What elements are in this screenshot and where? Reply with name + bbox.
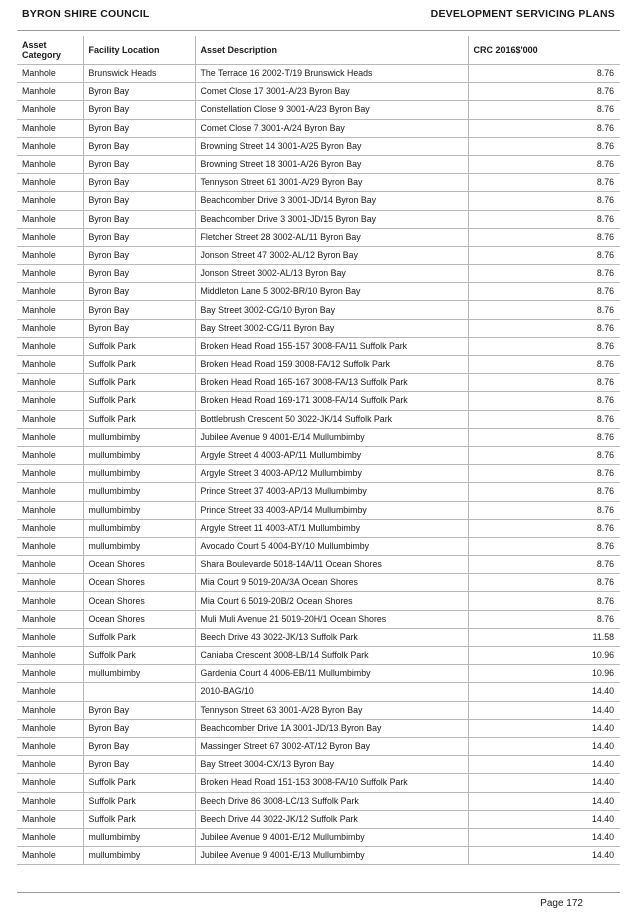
- cell-asset-category: Manhole: [17, 319, 83, 337]
- cell-crc: 8.76: [468, 446, 620, 464]
- cell-asset-category: Manhole: [17, 137, 83, 155]
- cell-facility-location: Ocean Shores: [83, 592, 195, 610]
- cell-asset-description: Browning Street 14 3001-A/25 Byron Bay: [195, 137, 468, 155]
- cell-asset-description: Argyle Street 4 4003-AP/11 Mullumbimby: [195, 446, 468, 464]
- cell-facility-location: mullumbimby: [83, 847, 195, 865]
- column-header-crc: CRC 2016$'000: [468, 36, 620, 65]
- cell-facility-location: Byron Bay: [83, 228, 195, 246]
- cell-asset-description: Broken Head Road 155-157 3008-FA/11 Suffolk Park: [195, 337, 468, 355]
- cell-crc: 8.76: [468, 137, 620, 155]
- cell-crc: 8.76: [468, 246, 620, 264]
- cell-asset-description: Avocado Court 5 4004-BY/10 Mullumbimby: [195, 537, 468, 555]
- cell-facility-location: mullumbimby: [83, 665, 195, 683]
- cell-asset-category: Manhole: [17, 628, 83, 646]
- cell-facility-location: Byron Bay: [83, 155, 195, 173]
- cell-facility-location: mullumbimby: [83, 465, 195, 483]
- table-row: [17, 174, 620, 192]
- table-row: [17, 137, 620, 155]
- cell-asset-description: 2010-BAG/10: [195, 683, 468, 701]
- cell-crc: 8.76: [468, 192, 620, 210]
- cell-asset-description: Argyle Street 11 4003-AT/1 Mullumbimby: [195, 519, 468, 537]
- table-row: [17, 65, 620, 83]
- table-row: [17, 119, 620, 137]
- cell-crc: 8.76: [468, 265, 620, 283]
- cell-asset-description: Gardenia Court 4 4006-EB/11 Mullumbimby: [195, 665, 468, 683]
- cell-asset-description: Beech Drive 43 3022-JK/13 Suffolk Park: [195, 628, 468, 646]
- cell-asset-description: Mia Court 6 5019-20B/2 Ocean Shores: [195, 592, 468, 610]
- cell-facility-location: Byron Bay: [83, 701, 195, 719]
- cell-asset-category: Manhole: [17, 647, 83, 665]
- cell-crc: 14.40: [468, 756, 620, 774]
- cell-facility-location: Brunswick Heads: [83, 65, 195, 83]
- cell-facility-location: Byron Bay: [83, 756, 195, 774]
- cell-facility-location: Suffolk Park: [83, 374, 195, 392]
- cell-facility-location: Byron Bay: [83, 246, 195, 264]
- cell-facility-location: Byron Bay: [83, 737, 195, 755]
- cell-facility-location: Byron Bay: [83, 301, 195, 319]
- cell-facility-location: Byron Bay: [83, 83, 195, 101]
- cell-crc: 8.76: [468, 65, 620, 83]
- cell-asset-description: Bottlebrush Crescent 50 3022-JK/14 Suffolk Park: [195, 410, 468, 428]
- cell-facility-location: mullumbimby: [83, 446, 195, 464]
- cell-asset-category: Manhole: [17, 392, 83, 410]
- cell-asset-category: Manhole: [17, 556, 83, 574]
- cell-asset-category: Manhole: [17, 774, 83, 792]
- cell-facility-location: [83, 683, 195, 701]
- cell-facility-location: Byron Bay: [83, 101, 195, 119]
- cell-asset-description: Broken Head Road 151-153 3008-FA/10 Suffolk Park: [195, 774, 468, 792]
- table-row: [17, 228, 620, 246]
- cell-facility-location: mullumbimby: [83, 428, 195, 446]
- cell-asset-description: Beachcomber Drive 3 3001-JD/15 Byron Bay: [195, 210, 468, 228]
- table-row: [17, 847, 620, 865]
- cell-crc: 8.76: [468, 83, 620, 101]
- cell-asset-category: Manhole: [17, 756, 83, 774]
- table-row: [17, 192, 620, 210]
- cell-crc: 14.40: [468, 774, 620, 792]
- cell-crc: 14.40: [468, 701, 620, 719]
- cell-asset-category: Manhole: [17, 174, 83, 192]
- cell-crc: 14.40: [468, 683, 620, 701]
- table-row: [17, 792, 620, 810]
- cell-crc: 14.40: [468, 810, 620, 828]
- cell-asset-description: Comet Close 17 3001-A/23 Byron Bay: [195, 83, 468, 101]
- cell-facility-location: Byron Bay: [83, 174, 195, 192]
- cell-asset-description: Beech Drive 44 3022-JK/12 Suffolk Park: [195, 810, 468, 828]
- cell-asset-description: Middleton Lane 5 3002-BR/10 Byron Bay: [195, 283, 468, 301]
- cell-crc: 8.76: [468, 228, 620, 246]
- cell-asset-category: Manhole: [17, 65, 83, 83]
- table-row: [17, 683, 620, 701]
- table-row: [17, 537, 620, 555]
- cell-asset-category: Manhole: [17, 301, 83, 319]
- cell-asset-category: Manhole: [17, 101, 83, 119]
- cell-asset-description: Broken Head Road 169-171 3008-FA/14 Suffolk Park: [195, 392, 468, 410]
- council-name: BYRON SHIRE COUNCIL: [22, 8, 150, 20]
- cell-facility-location: Suffolk Park: [83, 810, 195, 828]
- cell-asset-category: Manhole: [17, 410, 83, 428]
- cell-asset-description: Beech Drive 86 3008-LC/13 Suffolk Park: [195, 792, 468, 810]
- table-row: [17, 465, 620, 483]
- cell-asset-category: Manhole: [17, 610, 83, 628]
- cell-asset-category: Manhole: [17, 847, 83, 865]
- cell-asset-description: Mia Court 9 5019-20A/3A Ocean Shores: [195, 574, 468, 592]
- table-row: [17, 446, 620, 464]
- table-row: [17, 592, 620, 610]
- cell-asset-description: Massinger Street 67 3002-AT/12 Byron Bay: [195, 737, 468, 755]
- cell-facility-location: mullumbimby: [83, 537, 195, 555]
- asset-table: [17, 36, 620, 865]
- page-header: [22, 8, 615, 24]
- cell-crc: 8.76: [468, 101, 620, 119]
- header-rule: [17, 30, 620, 31]
- cell-asset-category: Manhole: [17, 228, 83, 246]
- cell-asset-description: Browning Street 18 3001-A/26 Byron Bay: [195, 155, 468, 173]
- cell-asset-category: Manhole: [17, 374, 83, 392]
- cell-crc: 8.76: [468, 574, 620, 592]
- cell-facility-location: Ocean Shores: [83, 610, 195, 628]
- table-row: [17, 719, 620, 737]
- table-row: [17, 501, 620, 519]
- cell-asset-description: Jubilee Avenue 9 4001-E/13 Mullumbimby: [195, 847, 468, 865]
- cell-asset-category: Manhole: [17, 592, 83, 610]
- cell-asset-description: Argyle Street 3 4003-AP/12 Mullumbimby: [195, 465, 468, 483]
- table-header-row: [17, 36, 620, 65]
- cell-asset-description: Tennyson Street 63 3001-A/28 Byron Bay: [195, 701, 468, 719]
- cell-asset-category: Manhole: [17, 828, 83, 846]
- cell-asset-category: Manhole: [17, 792, 83, 810]
- cell-asset-category: Manhole: [17, 246, 83, 264]
- cell-asset-description: Shara Boulevarde 5018-14A/11 Ocean Shores: [195, 556, 468, 574]
- table-row: [17, 83, 620, 101]
- table-row: [17, 556, 620, 574]
- cell-facility-location: Suffolk Park: [83, 774, 195, 792]
- cell-asset-category: Manhole: [17, 155, 83, 173]
- cell-asset-description: Beachcomber Drive 3 3001-JD/14 Byron Bay: [195, 192, 468, 210]
- table-row: [17, 210, 620, 228]
- cell-facility-location: Suffolk Park: [83, 410, 195, 428]
- table-row: [17, 410, 620, 428]
- cell-facility-location: Suffolk Park: [83, 792, 195, 810]
- table-row: [17, 155, 620, 173]
- cell-facility-location: mullumbimby: [83, 483, 195, 501]
- cell-crc: 8.76: [468, 155, 620, 173]
- cell-crc: 14.40: [468, 792, 620, 810]
- cell-facility-location: mullumbimby: [83, 501, 195, 519]
- cell-asset-description: Broken Head Road 165-167 3008-FA/13 Suffolk Park: [195, 374, 468, 392]
- cell-crc: 8.76: [468, 374, 620, 392]
- table-row: [17, 101, 620, 119]
- cell-asset-category: Manhole: [17, 719, 83, 737]
- cell-facility-location: mullumbimby: [83, 828, 195, 846]
- cell-crc: 8.76: [468, 537, 620, 555]
- cell-facility-location: Suffolk Park: [83, 647, 195, 665]
- cell-asset-description: Fletcher Street 28 3002-AL/11 Byron Bay: [195, 228, 468, 246]
- table-row: [17, 337, 620, 355]
- cell-facility-location: Suffolk Park: [83, 337, 195, 355]
- cell-asset-description: Comet Close 7 3001-A/24 Byron Bay: [195, 119, 468, 137]
- cell-asset-category: Manhole: [17, 537, 83, 555]
- cell-asset-description: Jubilee Avenue 9 4001-E/12 Mullumbimby: [195, 828, 468, 846]
- cell-asset-category: Manhole: [17, 665, 83, 683]
- cell-crc: 10.96: [468, 665, 620, 683]
- cell-asset-description: Muli Muli Avenue 21 5019-20H/1 Ocean Shores: [195, 610, 468, 628]
- table-row: [17, 246, 620, 264]
- table-row: [17, 428, 620, 446]
- table-row: [17, 701, 620, 719]
- cell-asset-description: Jonson Street 47 3002-AL/12 Byron Bay: [195, 246, 468, 264]
- cell-asset-category: Manhole: [17, 737, 83, 755]
- cell-facility-location: Suffolk Park: [83, 356, 195, 374]
- table-row: [17, 374, 620, 392]
- cell-asset-category: Manhole: [17, 810, 83, 828]
- table-row: [17, 301, 620, 319]
- cell-asset-description: Caniaba Crescent 3008-LB/14 Suffolk Park: [195, 647, 468, 665]
- cell-crc: 8.76: [468, 356, 620, 374]
- cell-facility-location: Byron Bay: [83, 210, 195, 228]
- cell-asset-category: Manhole: [17, 465, 83, 483]
- cell-facility-location: Suffolk Park: [83, 392, 195, 410]
- cell-crc: 8.76: [468, 392, 620, 410]
- cell-asset-description: Prince Street 37 4003-AP/13 Mullumbimby: [195, 483, 468, 501]
- cell-facility-location: Ocean Shores: [83, 574, 195, 592]
- cell-crc: 8.76: [468, 319, 620, 337]
- cell-asset-category: Manhole: [17, 356, 83, 374]
- cell-asset-category: Manhole: [17, 337, 83, 355]
- table-row: [17, 392, 620, 410]
- cell-asset-category: Manhole: [17, 119, 83, 137]
- cell-crc: 11.58: [468, 628, 620, 646]
- table-row: [17, 737, 620, 755]
- cell-asset-category: Manhole: [17, 683, 83, 701]
- cell-crc: 8.76: [468, 410, 620, 428]
- cell-asset-category: Manhole: [17, 501, 83, 519]
- cell-asset-description: Beachcomber Drive 1A 3001-JD/13 Byron Bay: [195, 719, 468, 737]
- table-row: [17, 319, 620, 337]
- cell-facility-location: Byron Bay: [83, 119, 195, 137]
- cell-crc: 8.76: [468, 174, 620, 192]
- cell-facility-location: Ocean Shores: [83, 556, 195, 574]
- cell-asset-description: Jubilee Avenue 9 4001-E/14 Mullumbimby: [195, 428, 468, 446]
- cell-facility-location: Byron Bay: [83, 137, 195, 155]
- cell-facility-location: Byron Bay: [83, 319, 195, 337]
- cell-crc: 8.76: [468, 210, 620, 228]
- cell-crc: 8.76: [468, 501, 620, 519]
- cell-crc: 8.76: [468, 428, 620, 446]
- cell-crc: 8.76: [468, 301, 620, 319]
- cell-asset-description: Prince Street 33 4003-AP/14 Mullumbimby: [195, 501, 468, 519]
- cell-asset-category: Manhole: [17, 428, 83, 446]
- cell-crc: 14.40: [468, 828, 620, 846]
- table-row: [17, 356, 620, 374]
- cell-asset-description: Broken Head Road 159 3008-FA/12 Suffolk Park: [195, 356, 468, 374]
- cell-crc: 8.76: [468, 556, 620, 574]
- column-header-asset-category: Asset Category: [17, 36, 83, 65]
- cell-crc: 14.40: [468, 737, 620, 755]
- cell-facility-location: Byron Bay: [83, 265, 195, 283]
- cell-asset-category: Manhole: [17, 283, 83, 301]
- cell-asset-category: Manhole: [17, 574, 83, 592]
- table-row: [17, 519, 620, 537]
- table-row: [17, 774, 620, 792]
- cell-crc: 8.76: [468, 283, 620, 301]
- cell-asset-description: Tennyson Street 61 3001-A/29 Byron Bay: [195, 174, 468, 192]
- document-title: DEVELOPMENT SERVICING PLANS: [430, 8, 615, 20]
- cell-asset-category: Manhole: [17, 483, 83, 501]
- table-row: [17, 283, 620, 301]
- cell-asset-category: Manhole: [17, 519, 83, 537]
- cell-asset-category: Manhole: [17, 701, 83, 719]
- cell-asset-description: Jonson Street 3002-AL/13 Byron Bay: [195, 265, 468, 283]
- table-row: [17, 828, 620, 846]
- cell-asset-description: Bay Street 3004-CX/13 Byron Bay: [195, 756, 468, 774]
- cell-asset-description: The Terrace 16 2002-T/19 Brunswick Heads: [195, 65, 468, 83]
- cell-facility-location: mullumbimby: [83, 519, 195, 537]
- column-header-asset-description: Asset Description: [195, 36, 468, 65]
- cell-facility-location: Suffolk Park: [83, 628, 195, 646]
- cell-facility-location: Byron Bay: [83, 192, 195, 210]
- cell-crc: 8.76: [468, 337, 620, 355]
- cell-crc: 14.40: [468, 847, 620, 865]
- cell-asset-description: Bay Street 3002-CG/11 Byron Bay: [195, 319, 468, 337]
- cell-crc: 8.76: [468, 465, 620, 483]
- cell-asset-description: Constellation Close 9 3001-A/23 Byron Bay: [195, 101, 468, 119]
- column-header-facility-location: Facility Location: [83, 36, 195, 65]
- table-row: [17, 574, 620, 592]
- footer-rule: [17, 892, 620, 893]
- cell-asset-description: Bay Street 3002-CG/10 Byron Bay: [195, 301, 468, 319]
- table-row: [17, 610, 620, 628]
- cell-crc: 8.76: [468, 519, 620, 537]
- cell-asset-category: Manhole: [17, 265, 83, 283]
- cell-crc: 8.76: [468, 610, 620, 628]
- cell-facility-location: Byron Bay: [83, 719, 195, 737]
- cell-asset-category: Manhole: [17, 83, 83, 101]
- cell-facility-location: Byron Bay: [83, 283, 195, 301]
- table-row: [17, 483, 620, 501]
- cell-asset-category: Manhole: [17, 192, 83, 210]
- table-row: [17, 665, 620, 683]
- cell-crc: 8.76: [468, 483, 620, 501]
- cell-asset-category: Manhole: [17, 446, 83, 464]
- table-row: [17, 628, 620, 646]
- cell-crc: 10.96: [468, 647, 620, 665]
- cell-crc: 8.76: [468, 119, 620, 137]
- cell-crc: 14.40: [468, 719, 620, 737]
- cell-asset-category: Manhole: [17, 210, 83, 228]
- table-row: [17, 810, 620, 828]
- table-body: [17, 65, 620, 865]
- table-row: [17, 647, 620, 665]
- cell-crc: 8.76: [468, 592, 620, 610]
- table-row: [17, 265, 620, 283]
- table-row: [17, 756, 620, 774]
- page-number: Page 172: [540, 898, 583, 909]
